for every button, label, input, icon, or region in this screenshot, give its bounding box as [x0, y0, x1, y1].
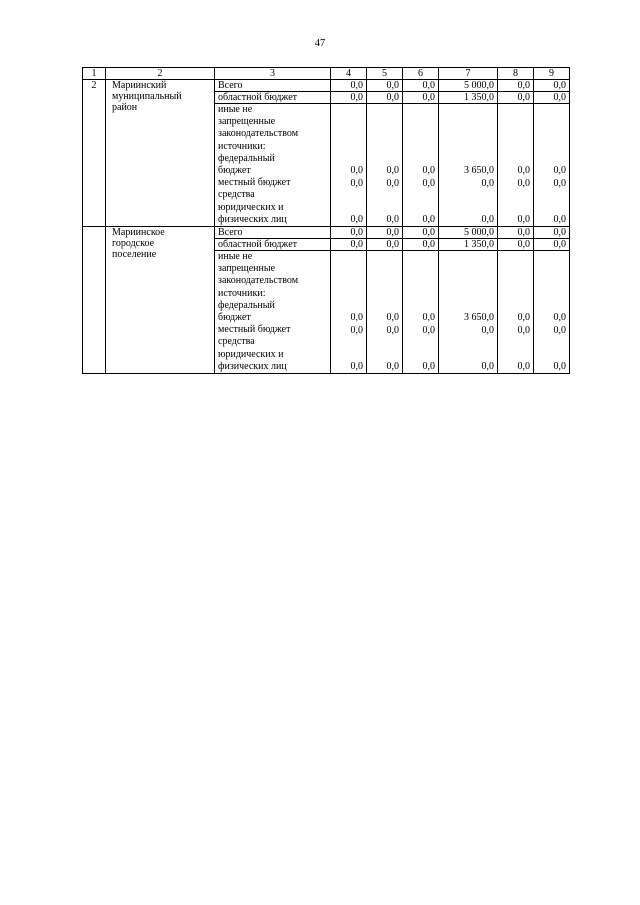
total-row [83, 227, 570, 239]
row-number: 2 [83, 80, 106, 227]
private-amount: 0,0 [553, 360, 566, 372]
private-amount: 0,0 [386, 213, 399, 225]
amount-cell [331, 251, 367, 374]
source-label-line: местный бюджет [218, 177, 291, 189]
spacer [334, 190, 363, 214]
budget-table [82, 67, 570, 374]
source-label [215, 104, 331, 227]
spacer [442, 190, 494, 214]
amount-cell [367, 251, 403, 374]
local-amount: 0,0 [350, 177, 363, 189]
source-label-line: законодательством [218, 275, 299, 287]
column-header: 4 [331, 68, 367, 80]
organization-name-line: городское [112, 238, 155, 250]
amount-cell: 0,0 [534, 92, 570, 104]
federal-amount: 0,0 [350, 312, 363, 324]
amount-cell: 0,0 [498, 239, 534, 251]
amount-cell: 5 000,0 [439, 80, 498, 92]
amount-cell [367, 104, 403, 227]
spacer [406, 337, 435, 361]
source-label-line: физических лиц [218, 213, 287, 225]
source-label-line: источники: [218, 287, 266, 299]
federal-amount: 0,0 [386, 312, 399, 324]
amount-cell: 0,0 [403, 239, 439, 251]
amount-cell: 5 000,0 [439, 227, 498, 239]
local-amount: 0,0 [386, 177, 399, 189]
source-label-line: законодательством [218, 128, 299, 140]
federal-amount: 0,0 [350, 165, 363, 177]
organization-name-line: муниципальный [112, 91, 182, 102]
column-header: 8 [498, 68, 534, 80]
spacer [370, 190, 399, 214]
source-label-line: запрещенные [218, 116, 276, 128]
organization-name-line: поселение [112, 249, 157, 261]
source-label-line: бюджет [218, 165, 251, 177]
federal-amount: 0,0 [517, 165, 530, 177]
amount-cell: 0,0 [403, 80, 439, 92]
spacer [334, 337, 363, 361]
source-label-line: юридических и [218, 201, 284, 213]
column-header: 6 [403, 68, 439, 80]
organization-name-line: Мариинское [112, 227, 165, 239]
spacer [501, 337, 530, 361]
amount-cell: 1 350,0 [439, 92, 498, 104]
local-amount: 0,0 [386, 324, 399, 336]
source-label: областной бюджет [215, 92, 331, 104]
local-amount: 0,0 [517, 324, 530, 336]
federal-amount: 0,0 [553, 165, 566, 177]
federal-amount: 3 650,0 [464, 312, 494, 324]
amount-cell [439, 104, 498, 227]
amount-cell [534, 251, 570, 374]
amount-cell: 0,0 [498, 92, 534, 104]
federal-amount: 3 650,0 [464, 165, 494, 177]
amount-cell [403, 251, 439, 374]
source-label-line: бюджет [218, 312, 251, 324]
federal-amount: 0,0 [553, 312, 566, 324]
spacer [370, 337, 399, 361]
local-amount: 0,0 [517, 177, 530, 189]
local-amount: 0,0 [422, 324, 435, 336]
private-amount: 0,0 [422, 360, 435, 372]
amount-cell: 0,0 [534, 80, 570, 92]
private-amount: 0,0 [517, 213, 530, 225]
federal-amount: 0,0 [517, 312, 530, 324]
amount-cell: 0,0 [534, 227, 570, 239]
private-amount: 0,0 [350, 360, 363, 372]
source-label-line: местный бюджет [218, 324, 291, 336]
amount-cell [534, 104, 570, 227]
source-label-line: средства [218, 189, 255, 201]
private-amount: 0,0 [517, 360, 530, 372]
spacer [537, 190, 566, 214]
amount-cell [403, 104, 439, 227]
column-header: 9 [534, 68, 570, 80]
private-amount: 0,0 [553, 213, 566, 225]
local-amount: 0,0 [481, 324, 494, 336]
source-label-line: физических лиц [218, 360, 287, 372]
amount-cell [331, 104, 367, 227]
total-row [83, 80, 570, 92]
source-label: Всего [215, 227, 331, 239]
local-amount: 0,0 [553, 177, 566, 189]
amount-cell: 0,0 [367, 227, 403, 239]
amount-cell: 0,0 [331, 80, 367, 92]
amount-cell: 0,0 [498, 80, 534, 92]
organization-name [106, 80, 215, 227]
amount-cell: 0,0 [403, 92, 439, 104]
organization-name-line: район [112, 102, 138, 113]
spacer [406, 190, 435, 214]
amount-cell: 1 350,0 [439, 239, 498, 251]
amount-cell: 0,0 [367, 80, 403, 92]
local-amount: 0,0 [422, 177, 435, 189]
local-amount: 0,0 [350, 324, 363, 336]
amount-cell [439, 251, 498, 374]
row-number [83, 227, 106, 374]
amount-cell: 0,0 [331, 92, 367, 104]
spacer [501, 190, 530, 214]
federal-amount: 0,0 [386, 165, 399, 177]
source-label-line: источники: [218, 140, 266, 152]
column-header: 3 [215, 68, 331, 80]
amount-cell: 0,0 [331, 239, 367, 251]
spacer [442, 337, 494, 361]
page-number: 47 [314, 38, 326, 49]
column-header: 7 [439, 68, 498, 80]
source-label-line: федеральный [218, 299, 275, 311]
column-header: 2 [106, 68, 215, 80]
source-label-line: федеральный [218, 152, 275, 164]
amount-cell: 0,0 [367, 92, 403, 104]
organization-name [106, 227, 215, 374]
header-row [83, 68, 570, 80]
source-label: Всего [215, 80, 331, 92]
source-label-line: запрещенные [218, 263, 276, 275]
source-label-line: средства [218, 336, 255, 348]
private-amount: 0,0 [481, 213, 494, 225]
private-amount: 0,0 [386, 360, 399, 372]
source-label [215, 251, 331, 374]
amount-cell: 0,0 [367, 239, 403, 251]
column-header: 5 [367, 68, 403, 80]
local-amount: 0,0 [553, 324, 566, 336]
source-label: областной бюджет [215, 239, 331, 251]
column-header: 1 [83, 68, 106, 80]
private-amount: 0,0 [481, 360, 494, 372]
amount-cell: 0,0 [534, 239, 570, 251]
amount-cell: 0,0 [331, 227, 367, 239]
private-amount: 0,0 [422, 213, 435, 225]
amount-cell: 0,0 [403, 227, 439, 239]
organization-name-line: Мариинский [112, 80, 167, 91]
local-amount: 0,0 [481, 177, 494, 189]
source-label-line: иные не [218, 104, 253, 115]
amount-cell: 0,0 [498, 227, 534, 239]
amount-cell [498, 104, 534, 227]
source-label-line: юридических и [218, 348, 284, 360]
federal-amount: 0,0 [422, 312, 435, 324]
private-amount: 0,0 [350, 213, 363, 225]
amount-cell [498, 251, 534, 374]
federal-amount: 0,0 [422, 165, 435, 177]
spacer [537, 337, 566, 361]
source-label-line: иные не [218, 251, 253, 263]
